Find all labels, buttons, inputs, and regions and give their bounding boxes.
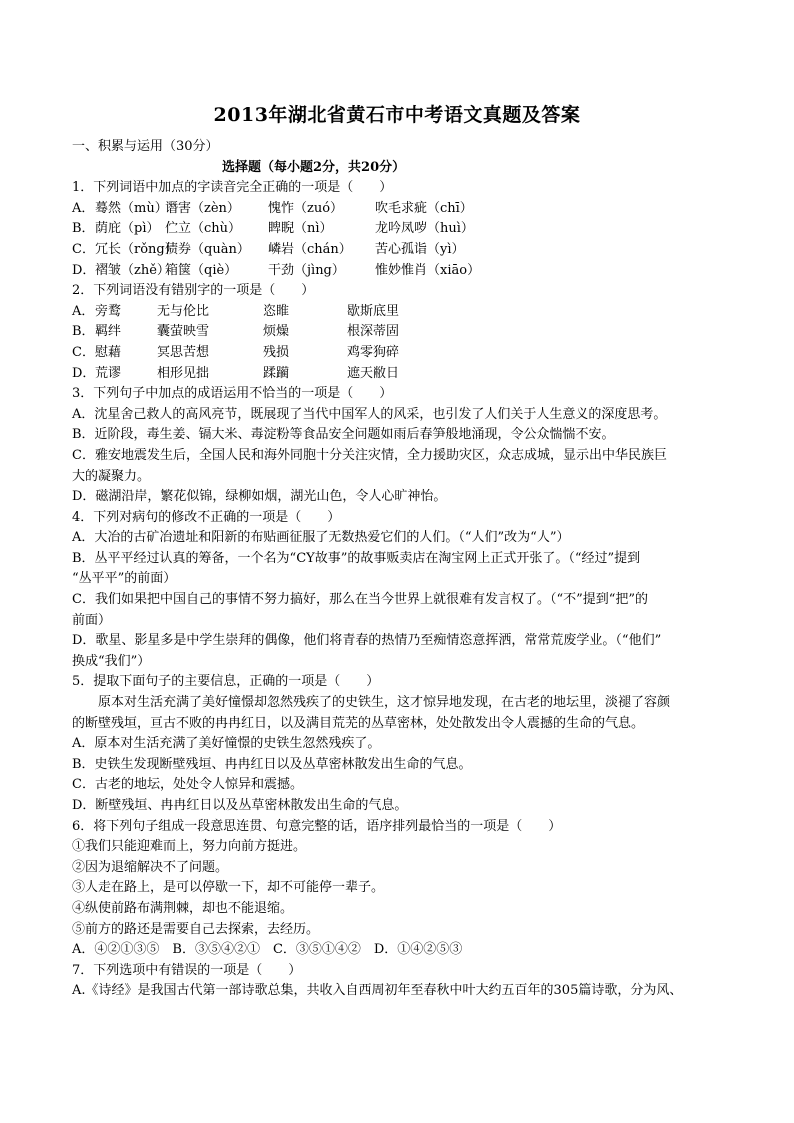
question-5-stem: 5．提取下面句子的主要信息，正确的一项是（ ）	[72, 674, 380, 690]
question-3-option-b: B．近阶段，毒生姜、镉大米、毒淀粉等食品安全问题如雨后春笋般地涌现，令公众惴惴不安。	[72, 427, 615, 443]
question-7-stem: 7．下列选项中有错误的一项是（ ）	[72, 962, 302, 978]
question-4-option-b: B．丛平平经过认真的筹备，一个名为“CY故事”的故事贩卖店在淘宝网上正式开张了。（“经过”提到	[72, 550, 641, 566]
question-5-option-d: D．断壁残垣、冉冉红日以及丛草密林散发出生命的气息。	[72, 798, 408, 813]
question-6-sentence-4: ④纵使前路布满荆棘，却也不能退缩。	[72, 900, 294, 916]
question-1-option-d: D． 褶皱（zhě） 箱箧（qiè） 干劲（jìng） 惟妙惟肖（xiāo）	[72, 262, 481, 278]
page-title: 2013年湖北省黄石市中考语文真题及答案	[213, 104, 581, 126]
question-3-option-d: D．磁湖沿岸，繁花似锦，绿柳如烟，湖光山色，令人心旷神怡。	[72, 489, 447, 505]
question-3-option-a: A．沈星舍己救人的高风亮节，既展现了当代中国军人的风采，也引发了人们关于人生意义的深度思考。	[72, 406, 667, 422]
question-4-option-b-cont: “丛平平”的前面）	[72, 571, 177, 587]
question-6-options: A．④②①③⑤ B．③⑤④②① C．③⑤①④② D．①④②⑤③	[72, 942, 463, 958]
question-5-passage: 原本对生活充满了美好憧憬却忽然残疾了的史铁生，这才惊异地发现，在古老的地坛里，淡褪了容颜	[98, 695, 671, 711]
question-4-option-d-cont: 换成“我们”）	[72, 653, 151, 669]
question-4-option-d: D．歌星、影星多是中学生崇拜的偶像，他们将青春的热情乃至痴情恣意挥洒，常常荒废学业。（“他们”	[72, 633, 662, 649]
question-2-stem: 2．下列词语没有错别字的一项是（ ）	[72, 283, 315, 299]
question-4-option-a: A．大冶的古矿冶遗址和阳新的布贴画征服了无数热爱它们的人们。（“人们”改为“人”）	[72, 530, 570, 546]
question-3-option-c-cont: 大的凝聚力。	[72, 468, 151, 484]
question-2-option-b: B． 羁绊 囊萤映雪 烦燥 根深蒂固	[72, 324, 400, 340]
question-5-passage-cont: 的断壁残垣，亘古不败的冉冉红日，以及满目荒芜的丛草密林，处处散发出令人震撼的生命的气息。	[72, 715, 645, 731]
question-4-option-c: C．我们如果把中国自己的事情不努力搞好，那么在当今世界上就很难有发言权了。（“不”提到“把”的	[72, 592, 649, 608]
question-3-option-c: C．雅安地震发生后，全国人民和海外同胞十分关注灾情，全力援助灾区，众志成城，显示出中华民族巨	[72, 447, 667, 463]
question-6-sentence-3: ③人走在路上，是可以停歇一下，却不可能停一辈子。	[72, 880, 385, 896]
question-6-sentence-5: ⑤前方的路还是需要自己去探索，去经历。	[72, 921, 320, 937]
question-5-option-b: B．史铁生发现断壁残垣、冉冉红日以及丛草密林散发出生命的气息。	[72, 756, 472, 772]
question-2-option-d: D． 荒谬 相形见拙 蹂躏 遮天敝日	[72, 365, 400, 381]
question-2-option-c: C． 慰藉 冥思苦想 残损 鸡零狗碎	[72, 344, 400, 360]
question-6-sentence-1: ①我们只能迎难而上，努力向前方挺进。	[72, 839, 307, 855]
question-1-option-c: C． 冗长（rǒng） 债券（quàn） 嶙岩（chán） 苦心孤诣（yì）	[72, 241, 465, 257]
question-5-option-a: A．原本对生活充满了美好憧憬的史铁生忽然残疾了。	[72, 736, 381, 752]
question-1-option-a: A． 蓦然（mù） 谮害（zèn） 愧怍（zuó） 吹毛求疵（chī）	[72, 200, 473, 216]
question-4-option-c-cont: 前面）	[72, 612, 112, 628]
exam-page	[72, 100, 722, 1002]
question-7-option-a: A.《诗经》是我国古代第一部诗歌总集，共收入自西周初年至春秋中叶大约五百年的305篇诗歌，分为风、	[72, 983, 683, 999]
question-1-option-b: B． 荫庇（pì） 伫立（chù） 睥睨（nì） 龙吟凤哕（huì）	[72, 221, 474, 237]
question-5-option-c: C．古老的地坛，处处令人惊异和震撼。	[72, 777, 303, 793]
question-1-stem: 1．下列词语中加点的字读音完全正确的一项是（ ）	[72, 180, 393, 196]
question-6-stem: 6．将下列句子组成一段意思连贯、句意完整的话，语序排列最恰当的一项是（ ）	[72, 818, 562, 834]
section-heading: 一、积累与运用（30分）	[72, 139, 219, 154]
question-4-stem: 4．下列对病句的修改不正确的一项是（ ）	[72, 509, 341, 525]
question-3-stem: 3．下列句子中加点的成语运用不恰当的一项是（ ）	[72, 386, 393, 402]
question-2-option-a: A． 旁鹜 无与伦比 恣睢 歇斯底里	[72, 303, 400, 319]
subsection-heading: 选择题（每小题2分，共20分）	[222, 159, 406, 175]
question-6-sentence-2: ②因为退缩解决不了问题。	[72, 859, 229, 875]
